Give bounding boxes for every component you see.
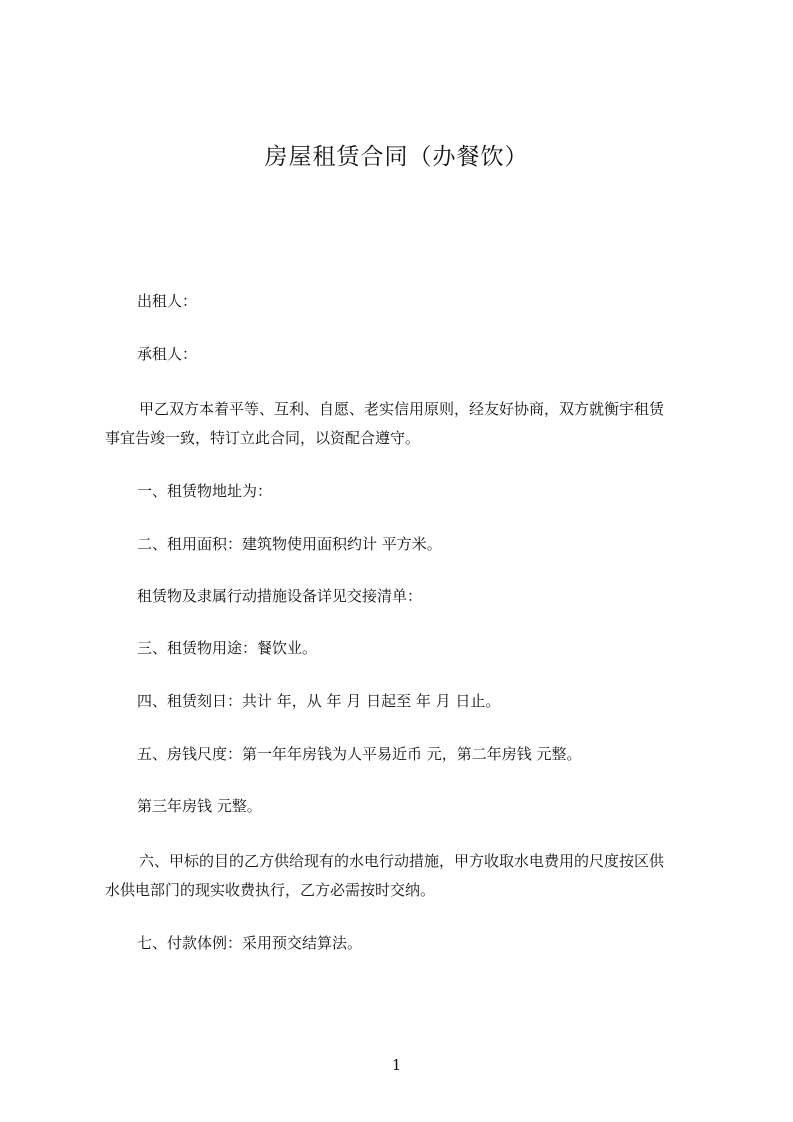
paragraph-clause-2-note	[105, 582, 737, 611]
paragraph-line: 二、租用面积：建筑物使用面积约计 平方米。	[137, 535, 442, 553]
paragraph-line: 五、房钱尺度：第一年年房钱为人平易近币 元，第二年房钱 元整。	[137, 745, 582, 763]
paragraph-clause-6	[105, 847, 705, 905]
paragraph-clause-2	[105, 530, 737, 559]
paragraph-lessor	[105, 287, 737, 316]
paragraph-line: 租赁物及隶属行动措施设备详见交接清单：	[137, 587, 423, 605]
paragraph-line: 七、付款体例：采用预交结算法。	[137, 934, 363, 952]
paragraph-clause-4	[105, 687, 737, 716]
paragraph-line: 六、甲标的目的乙方供给现有的水电行动措施，甲方收取水电费用的尺度按区供	[139, 852, 665, 870]
paragraph-line: 三、租赁物用途：餐饮业。	[137, 639, 318, 657]
paragraph-clause-5-cont	[105, 792, 737, 821]
paragraph-clause-7	[105, 929, 737, 958]
paragraph-line: 一、租赁物地址为：	[137, 482, 273, 500]
paragraph-line: 事宜告竣一致，特订立此合同，以资配合遵守。	[105, 429, 421, 447]
paragraph-line: 甲乙双方本着平等、互利、自愿、老实信用原则，经友好协商，双方就衡宇租赁	[139, 400, 665, 418]
paragraph-line: 出租人：	[137, 292, 198, 310]
paragraph-clause-3	[105, 634, 737, 663]
paragraph-line: 承租人：	[137, 345, 198, 363]
paragraph-lessee	[105, 340, 737, 369]
paragraph-line: 第三年房钱 元整。	[137, 797, 262, 815]
paragraph-clause-1	[105, 477, 737, 506]
document-title: 房屋租赁合同（办餐饮）	[264, 144, 529, 170]
paragraph-clause-5	[105, 740, 737, 769]
paragraph-line: 水供电部门的现实收费执行，乙方必需按时交纳。	[105, 881, 436, 899]
paragraph-preamble	[105, 395, 705, 453]
paragraph-line: 四、租赁刻日：共计 年，从 年 月 日起至 年 月 日止。	[137, 692, 501, 710]
page-number: 1	[391, 1056, 402, 1074]
